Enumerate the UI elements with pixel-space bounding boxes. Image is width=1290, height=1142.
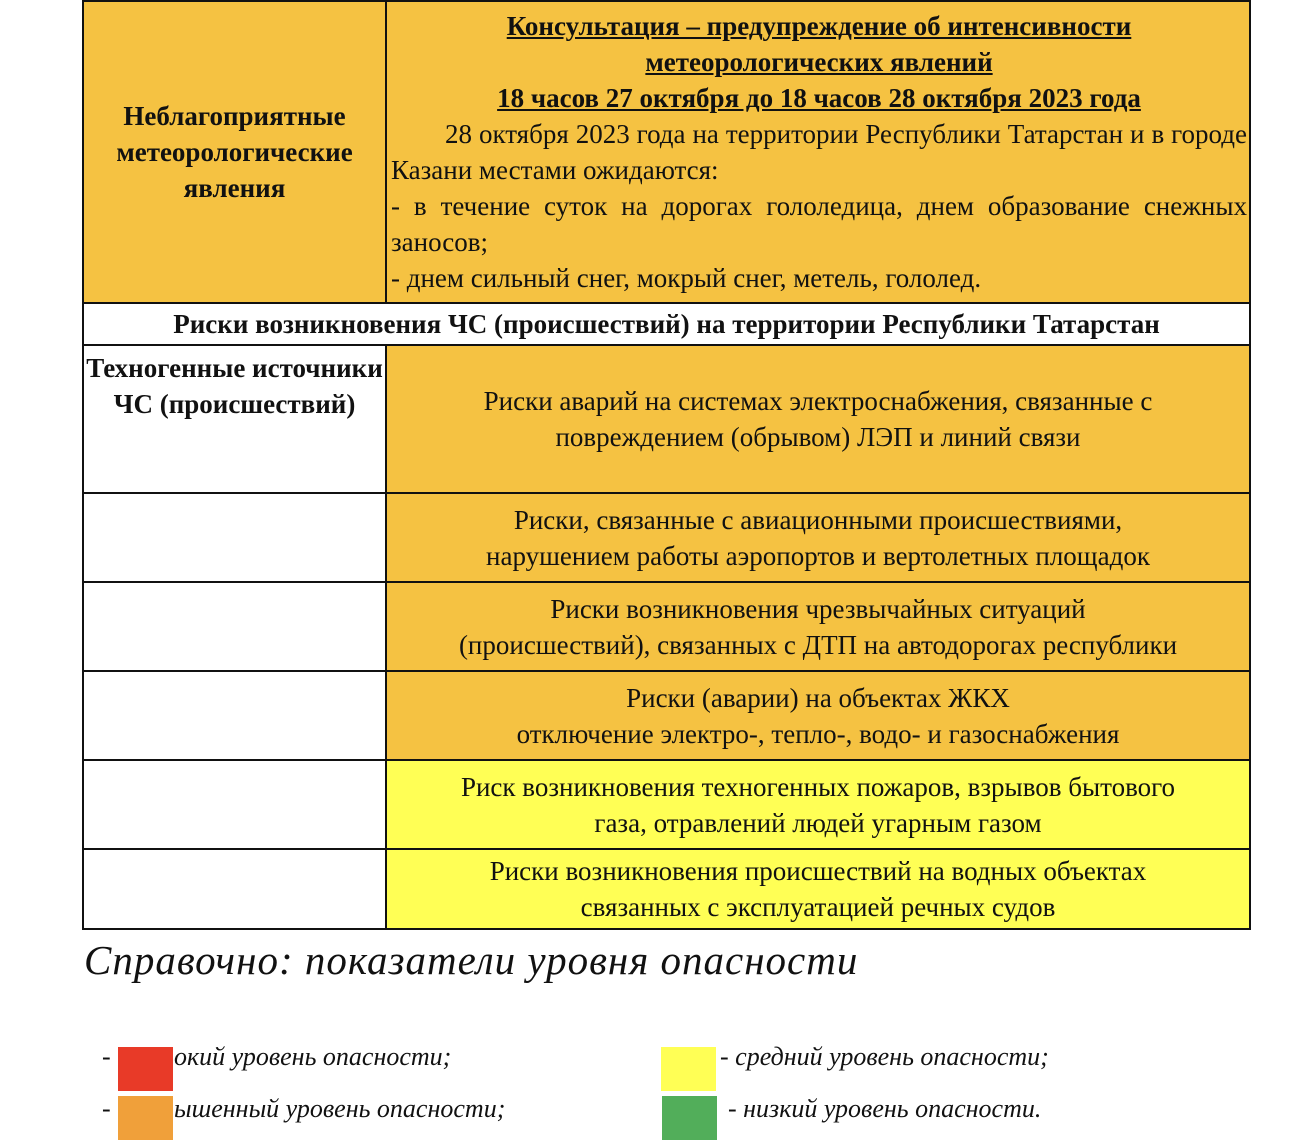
consultation-body: 28 октября 2023 года на территории Республики Татарстан и в городе Казани местами ожидаются: - в течение суток на дорогах гололедица, днем образование снежных заносов; - днем сильный снег, мокрый снег, метель, гололед. [391,119,1247,293]
risk-road-accidents: Риски возникновения чрезвычайных ситуаций (происшествий), связанных с ДТП на автодорогах республики [386,582,1250,671]
legend-dash: - [102,1042,111,1071]
legend-label-elevated: ышенный уровень опасности; [174,1094,506,1123]
empty-cell [83,671,386,760]
adverse-weather-label: Неблагоприятные метеорологические явления [83,1,386,303]
empty-cell [83,493,386,582]
header-row [83,1,1250,303]
empty-cell [83,760,386,849]
empty-cell [83,582,386,671]
weather-risk-table [82,0,1251,930]
legend-label-high: окий уровень опасности; [174,1042,452,1071]
legend-label-low: - низкий уровень опасности. [728,1094,1042,1123]
table-row [83,493,1250,582]
legend-swatch-medium [661,1047,716,1091]
banner-row [83,303,1250,345]
legend-label-medium: - средний уровень опасности; [720,1042,1049,1071]
table-row [83,849,1250,929]
legend-swatch-elevated [118,1096,173,1140]
table-row [83,760,1250,849]
risk-fires-gas: Риск возникновения техногенных пожаров, взрывов бытового газа, отравлений людей угарным газом [386,760,1250,849]
empty-cell [83,849,386,929]
legend-title: Справочно: показатели уровня опасности [84,937,859,983]
risk-utilities: Риски (аварии) на объектах ЖКХ отключение электро-, тепло-, водо- и газоснабжения [386,671,1250,760]
legend-swatch-low [662,1096,717,1140]
legend-swatch-high [118,1047,173,1091]
risks-banner: Риски возникновения ЧС (происшествий) на территории Республики Татарстан [83,303,1250,345]
consultation-cell [386,1,1250,303]
table-row [83,671,1250,760]
consultation-title: Консультация – предупреждение об интенсивности метеорологических явлений 18 часов 27 октября до 18 часов 28 октября 2023 года [497,11,1141,113]
source-title: Техногенные источники ЧС (происшествий) [83,345,386,493]
table-row [83,582,1250,671]
legend-dash: - [102,1094,111,1123]
risk-power-lines: Риски аварий на системах электроснабжения, связанные с повреждением (обрывом) ЛЭП и линий связи [386,345,1250,493]
table-row [83,345,1250,493]
risk-aviation: Риски, связанные с авиационными происшествиями, нарушением работы аэропортов и вертолетных площадок [386,493,1250,582]
risk-water-objects: Риски возникновения происшествий на водных объектах связанных с эксплуатацией речных судов [386,849,1250,929]
